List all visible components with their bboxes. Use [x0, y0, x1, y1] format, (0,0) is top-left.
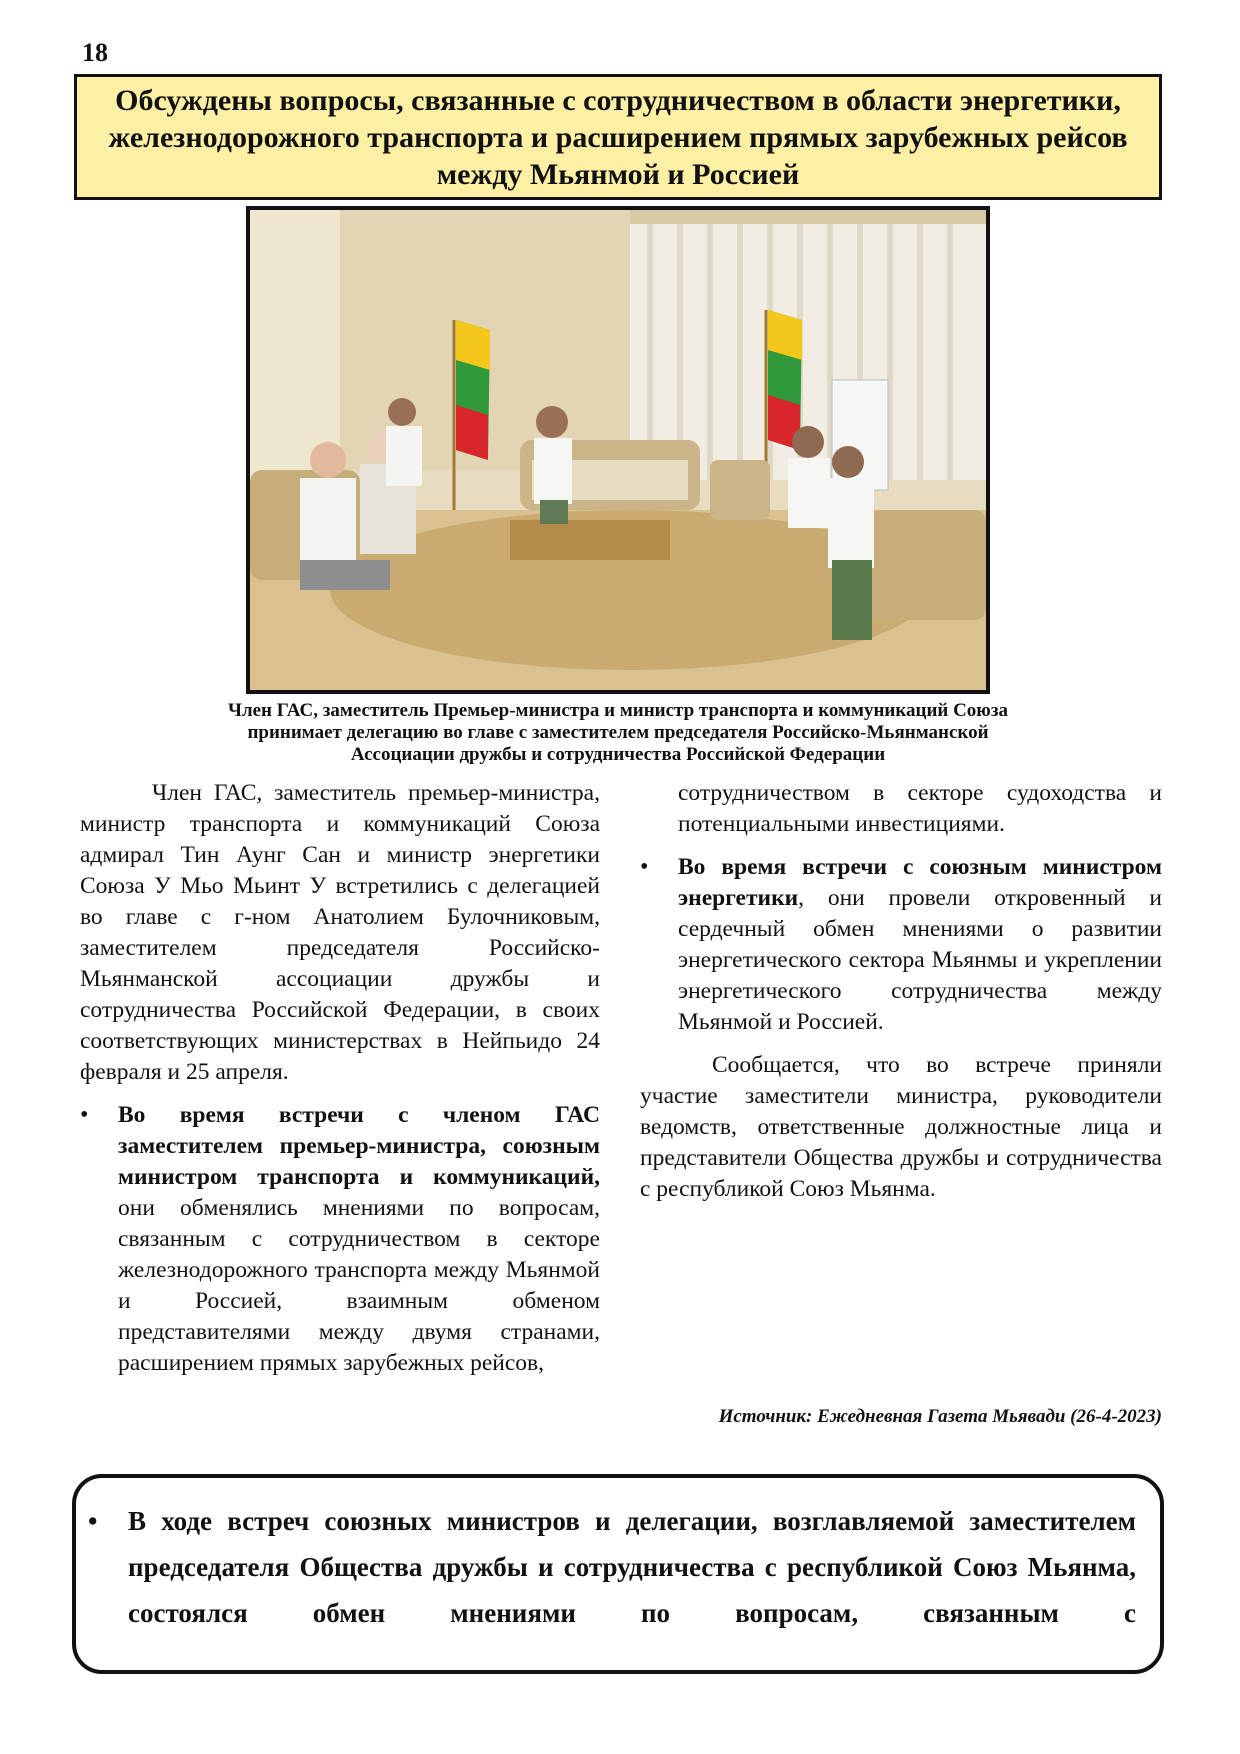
- article-bullet-transport: [80, 1100, 600, 1379]
- article-right-column: [640, 778, 1162, 1205]
- bullet-transport-text: они обменялись мнениями по вопросам, связанным с сотрудничеством в секторе железнодорожного транспорта между Мьянмой и Россией, взаимным обменом представителями между двумя странами, расширением прямых зарубежных рейсов,: [118, 1195, 600, 1376]
- highlight-box: [72, 1474, 1164, 1674]
- highlight-text: • В ходе встреч союзных министров и делегации, возглавляемой заместителем председателя Общества дружбы и сотрудничества с республикой Союз Мьянма, состоялся обмен мнениями по вопросам, связанным с: [128, 1498, 1136, 1636]
- article-closing: Сообщается, что во встрече приняли участие заместители министра, руководители ведомств, ответственные должностные лица и представители Общества дружбы и сотрудничества с республикой Союз Мьянма.: [640, 1052, 1162, 1202]
- bullet-energy-lead: Во время встречи с союзным министром энергетики: [678, 854, 1162, 911]
- bullet-transport-continued-text: сотрудничеством в секторе судоходства и потенциальными инвестициями.: [678, 780, 1162, 837]
- bullet-transport-lead: Во время встречи с членом ГАС заместителем премьер-министра, союзным министром транспорта и коммуникаций,: [118, 1102, 600, 1190]
- meeting-photo: [246, 206, 990, 694]
- meeting-photo-icon: [250, 210, 986, 690]
- page-number: 18: [82, 38, 108, 67]
- article-intro: Член ГАС, заместитель премьер-министра, министр транспорта и коммуникаций Союза адмирал Тин Аунг Сан и министр энергетики Союза У Мьо Мьинт У встретились с делегацией во главе с г-ном Анатолием Булочниковым, заместителем председателя Российско-Мьянманской ассоциации дружбы и сотрудничества Российской Федерации, в своих соответствующих министерствах в Нейпьидо 24 февраля и 25 апреля.: [80, 780, 600, 1085]
- article-bullet-transport-continued: [640, 778, 1162, 840]
- bullet-energy-text: , они провели откровенный и сердечный обмен мнениями о развитии энергетического сектора Мьянмы и укреплении энергетического сотрудничества между Мьянмой и Россией.: [678, 885, 1162, 1035]
- article-left-column: [80, 778, 600, 1379]
- article-source: Источник: Ежедневная Газета Мьявади (26-4-2023): [718, 1406, 1162, 1427]
- headline-box: [74, 74, 1162, 200]
- headline: Обсуждены вопросы, связанные с сотрудничеством в области энергетики, железнодорожного транспорта и расширением прямых зарубежных рейсов между Мьянмой и Россией: [108, 83, 1128, 191]
- photo-caption: Член ГАС, заместитель Премьер-министра и министр транспорта и коммуникаций Союза принимает делегацию во главе с заместителем председателя Российско-Мьянманской Ассоциации дружбы и сотрудничества Российской Федерации: [228, 700, 1008, 765]
- article-bullet-energy: [640, 852, 1162, 1038]
